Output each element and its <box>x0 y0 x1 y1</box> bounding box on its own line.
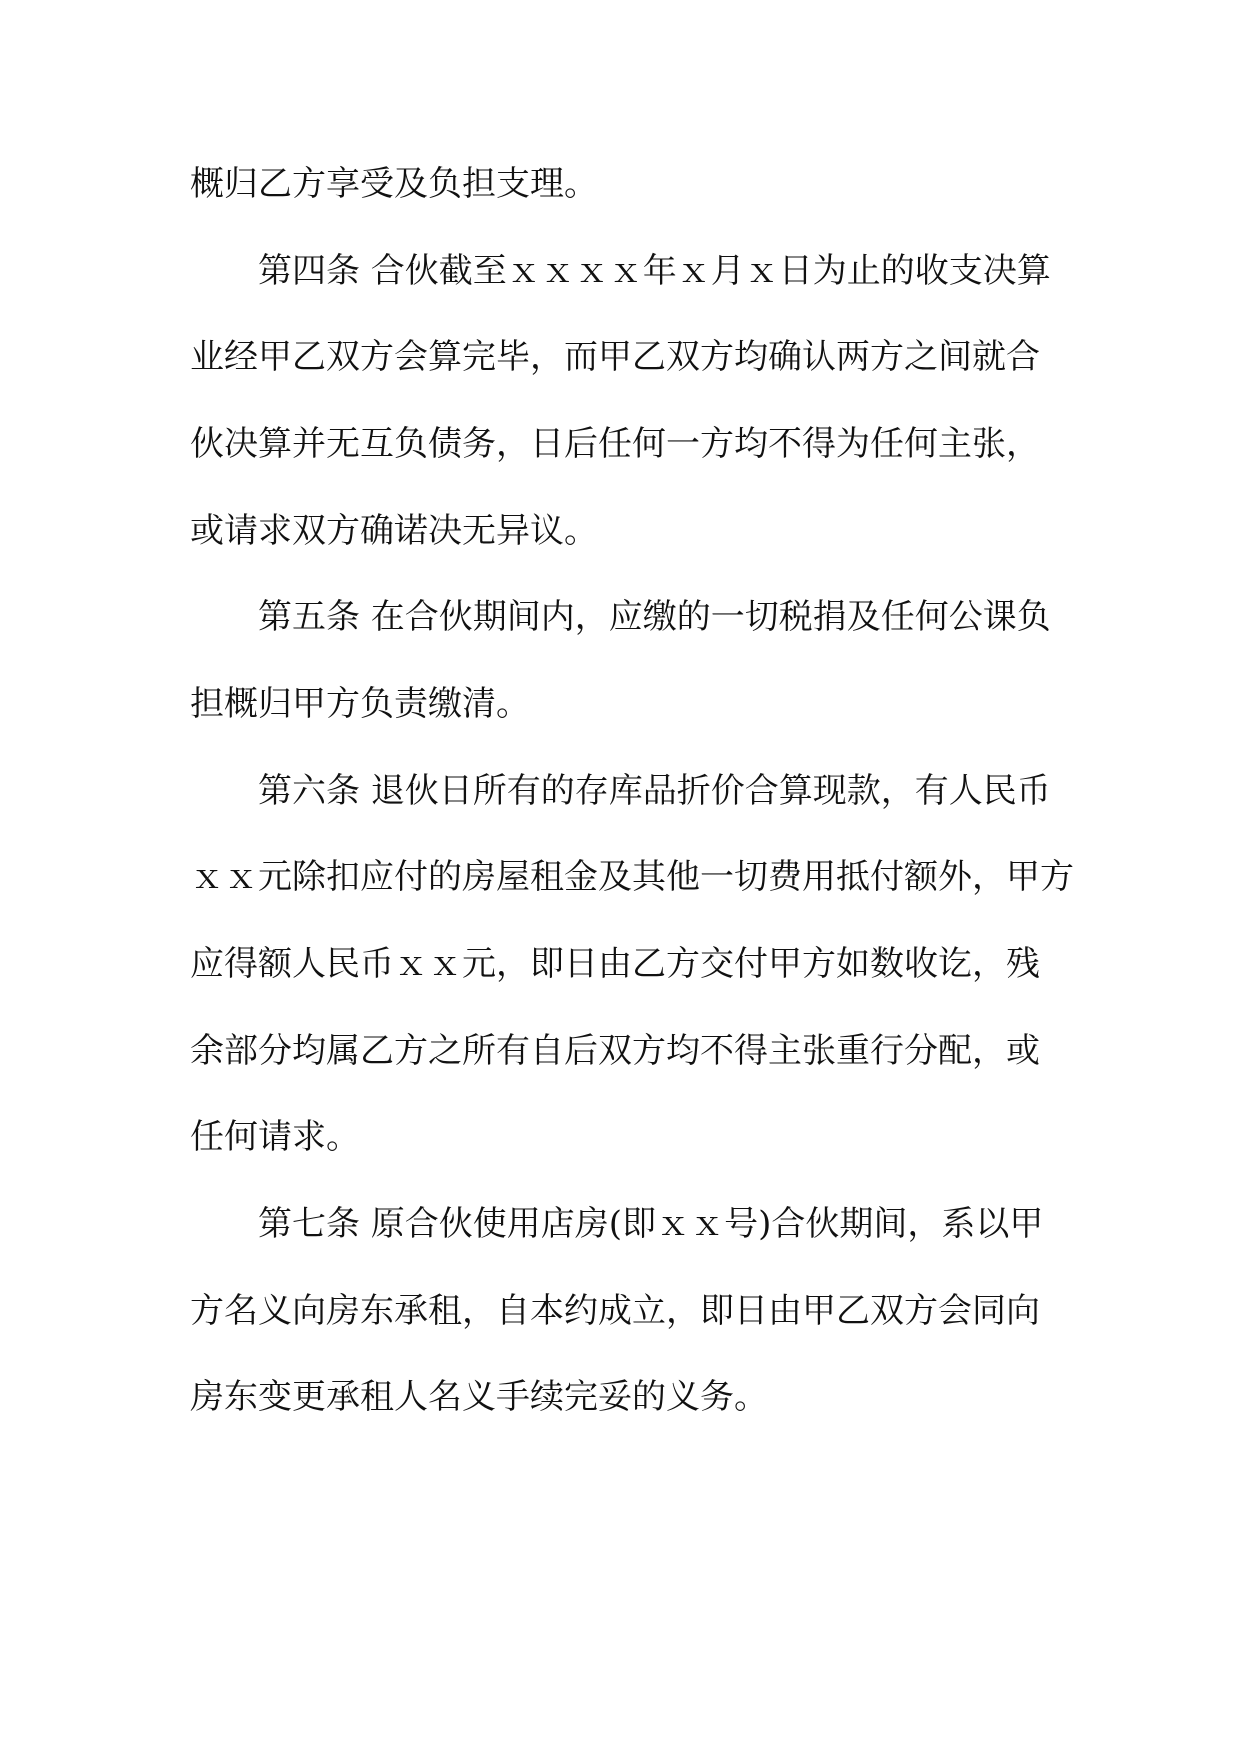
text-line: 任何请求。 <box>190 1117 360 1157</box>
text-line: ｘｘ元除扣应付的房屋租金及其他一切费用抵付额外，甲方 <box>190 857 1074 897</box>
text-line: 第四条 合伙截至ｘｘｘｘ年ｘ月ｘ日为止的收支决算 <box>190 251 1051 291</box>
text-line: 伙决算并无互负债务，日后任何一方均不得为任何主张， <box>190 424 1040 464</box>
text-line: 担概归甲方负责缴清。 <box>190 684 530 724</box>
text-line: 或请求双方确诺决无异议。 <box>190 511 598 551</box>
text-line: 第六条 退伙日所有的存库品折价合算现款，有人民币 <box>190 771 1051 811</box>
text-line: 概归乙方享受及负担支理。 <box>190 164 598 204</box>
text-line: 第五条 在合伙期间内，应缴的一切税捐及任何公课负 <box>190 597 1051 637</box>
text-line: 应得额人民币ｘｘ元，即日由乙方交付甲方如数收讫，残 <box>190 944 1040 984</box>
text-line: 方名义向房东承租，自本约成立，即日由甲乙双方会同向 <box>190 1291 1040 1331</box>
text-line: 房东变更承租人名义手续完妥的义务。 <box>190 1377 768 1417</box>
text-line: 业经甲乙双方会算完毕，而甲乙双方均确认两方之间就合 <box>190 337 1040 377</box>
text-line: 余部分均属乙方之所有自后双方均不得主张重行分配，或 <box>190 1031 1040 1071</box>
text-line: 第七条 原合伙使用店房(即ｘｘ号)合伙期间，系以甲 <box>190 1204 1044 1244</box>
